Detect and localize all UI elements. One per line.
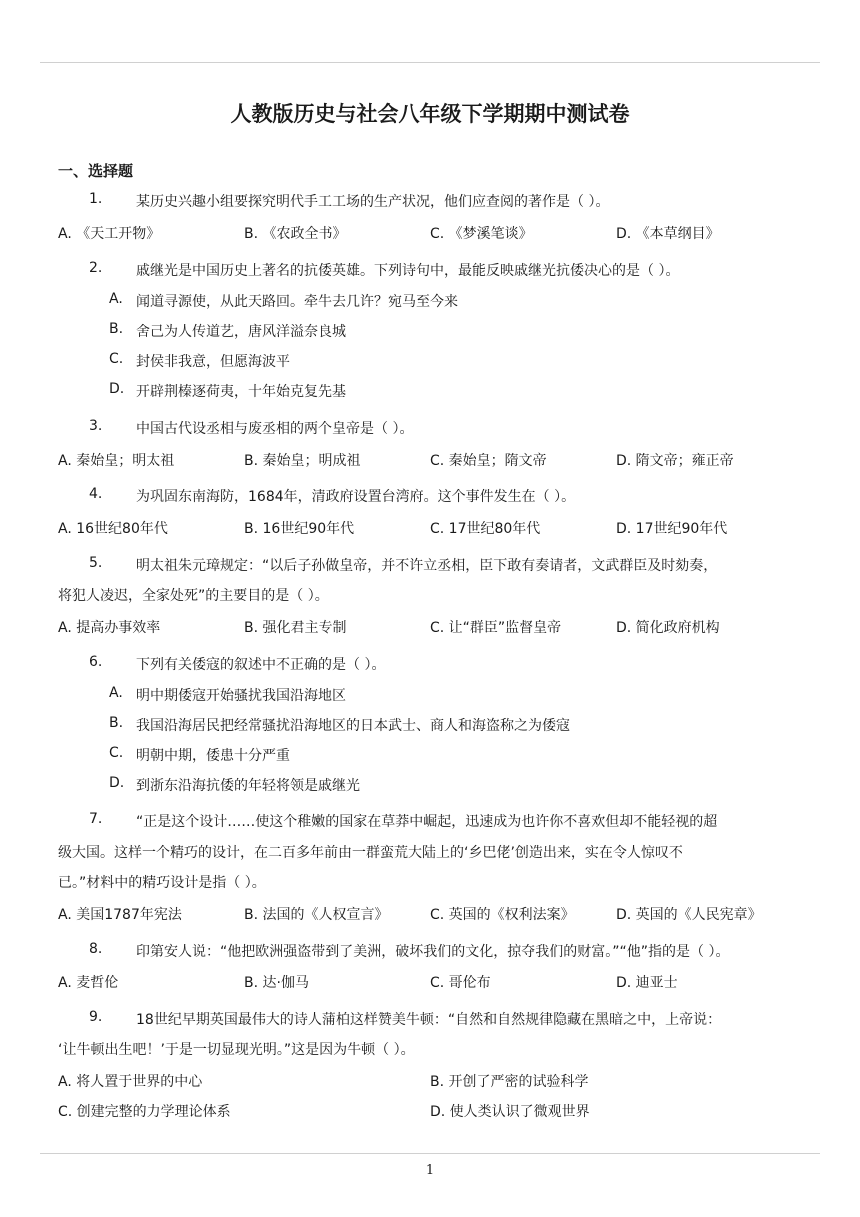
option-c: C. 秦始皇；隋文帝 <box>430 453 547 469</box>
page-title: 人教版历史与社会八年级下学期期中测试卷 <box>230 102 630 126</box>
option-b: B. 16世纪90年代 <box>244 521 355 537</box>
option-b: B. 《农政全书》 <box>244 226 347 242</box>
option-b: B. 秦始皇；明成祖 <box>244 453 361 469</box>
option-b-label: B. <box>109 715 124 731</box>
question-text-line-1: “正是这个设计……使这个稚嫩的国家在草莽中崛起，迅速成为也许你不喜欢但却不能轻视的超 <box>136 814 718 830</box>
option-d: D. 《本草纲目》 <box>616 226 720 242</box>
option-b: 我国沿海居民把经常骚扰沿海地区的日本武士、商人和海盗称之为倭寇 <box>136 718 570 734</box>
option-a: A. 麦哲伦 <box>58 975 119 991</box>
option-c-label: C. <box>109 351 124 367</box>
question-text-line-2: 级大国。这样一个精巧的设计，在二百多年前由一群蛮荒大陆上的‘乡巴佬’创造出来，实在令人惊叹不 <box>58 845 683 861</box>
top-rule <box>40 62 820 63</box>
option-c: C. 创建完整的力学理论体系 <box>58 1104 231 1120</box>
option-b-label: B. <box>109 321 124 337</box>
question-text-line-2: 将犯人凌迟，全家处死”的主要目的是（ ）。 <box>58 588 329 604</box>
option-b: 舍己为人传道艺，唐风洋溢奈良城 <box>136 324 346 340</box>
option-d: D. 隋文帝；雍正帝 <box>616 453 734 469</box>
option-b: B. 强化君主专制 <box>244 620 347 636</box>
option-d: D. 简化政府机构 <box>616 620 720 636</box>
option-d-label: D. <box>109 381 125 397</box>
option-d: D. 英国的《人民宪章》 <box>616 907 762 923</box>
question-number: 8. <box>89 941 103 957</box>
page-number: 1 <box>425 1163 435 1178</box>
option-a: A. 《天工开物》 <box>58 226 161 242</box>
option-c: C. 哥伦布 <box>430 975 491 991</box>
option-d: D. 迪亚士 <box>616 975 678 991</box>
option-d: D. 使人类认识了微观世界 <box>430 1104 590 1120</box>
option-d-label: D. <box>109 775 125 791</box>
question-text: 戚继光是中国历史上著名的抗倭英雄。下列诗句中，最能反映戚继光抗倭决心的是（ ）。 <box>136 263 680 279</box>
option-a: A. 16世纪80年代 <box>58 521 168 537</box>
option-a-label: A. <box>109 685 123 701</box>
option-a: A. 提高办事效率 <box>58 620 161 636</box>
question-number: 3. <box>89 418 103 434</box>
question-text-line-1: 18世纪早期英国最伟大的诗人蒲柏这样赞美牛顿：“自然和自然规律隐藏在黑暗之中，上帝说： <box>136 1012 722 1028</box>
option-c: 明朝中期，倭患十分严重 <box>136 748 290 764</box>
section-heading: 一、选择题 <box>58 162 134 180</box>
option-c: C. 《梦溪笔谈》 <box>430 226 533 242</box>
option-c: C. 让“群臣”监督皇帝 <box>430 620 562 636</box>
question-number: 4. <box>89 486 103 502</box>
option-d: 到浙东沿海抗倭的年轻将领是戚继光 <box>136 778 360 794</box>
option-a: A. 秦始皇；明太祖 <box>58 453 175 469</box>
option-c-label: C. <box>109 745 124 761</box>
option-a: 闻道寻源使，从此天路回。牵牛去几许？宛马至今来 <box>136 294 458 310</box>
option-a: A. 将人置于世界的中心 <box>58 1074 203 1090</box>
question-text-line-1: 明太祖朱元璋规定：“以后子孙做皇帝，并不许立丞相，臣下敢有奏请者，文武群臣及时劾奏， <box>136 558 718 574</box>
option-a-label: A. <box>109 291 123 307</box>
question-number: 1. <box>89 191 103 207</box>
question-text-line-2: ‘让牛顿出生吧！’于是一切显现光明。”这是因为牛顿（ ）。 <box>58 1042 415 1058</box>
option-b: B. 达·伽马 <box>244 975 309 991</box>
option-c: C. 英国的《权利法案》 <box>430 907 575 923</box>
question-text: 为巩固东南海防，1684年，清政府设置台湾府。这个事件发生在（ ）。 <box>136 489 576 505</box>
bottom-rule <box>40 1153 820 1154</box>
question-text-line-3: 已。”材料中的精巧设计是指（ ）。 <box>58 875 266 891</box>
question-number: 5. <box>89 555 103 571</box>
question-text: 下列有关倭寇的叙述中不正确的是（ ）。 <box>136 657 386 673</box>
option-d: 开辟荆榛逐荷夷，十年始克复先基 <box>136 384 346 400</box>
question-number: 9. <box>89 1009 103 1025</box>
option-a: A. 美国1787年宪法 <box>58 907 182 923</box>
option-c: 封侯非我意，但愿海波平 <box>136 354 290 370</box>
option-c: C. 17世纪80年代 <box>430 521 541 537</box>
option-b: B. 法国的《人权宣言》 <box>244 907 389 923</box>
option-d: D. 17世纪90年代 <box>616 521 728 537</box>
question-number: 6. <box>89 654 103 670</box>
question-number: 7. <box>89 811 103 827</box>
question-number: 2. <box>89 260 103 276</box>
question-text: 中国古代设丞相与废丞相的两个皇帝是（ ）。 <box>136 421 414 437</box>
option-b: B. 开创了严密的试验科学 <box>430 1074 589 1090</box>
option-a: 明中期倭寇开始骚扰我国沿海地区 <box>136 688 346 704</box>
question-text: 某历史兴趣小组要探究明代手工工场的生产状况，他们应查阅的著作是（ ）。 <box>136 194 610 210</box>
question-text: 印第安人说：“他把欧洲强盗带到了美洲，破坏我们的文化，掠夺我们的财富。”“他”指的是（ ）。 <box>136 944 730 960</box>
